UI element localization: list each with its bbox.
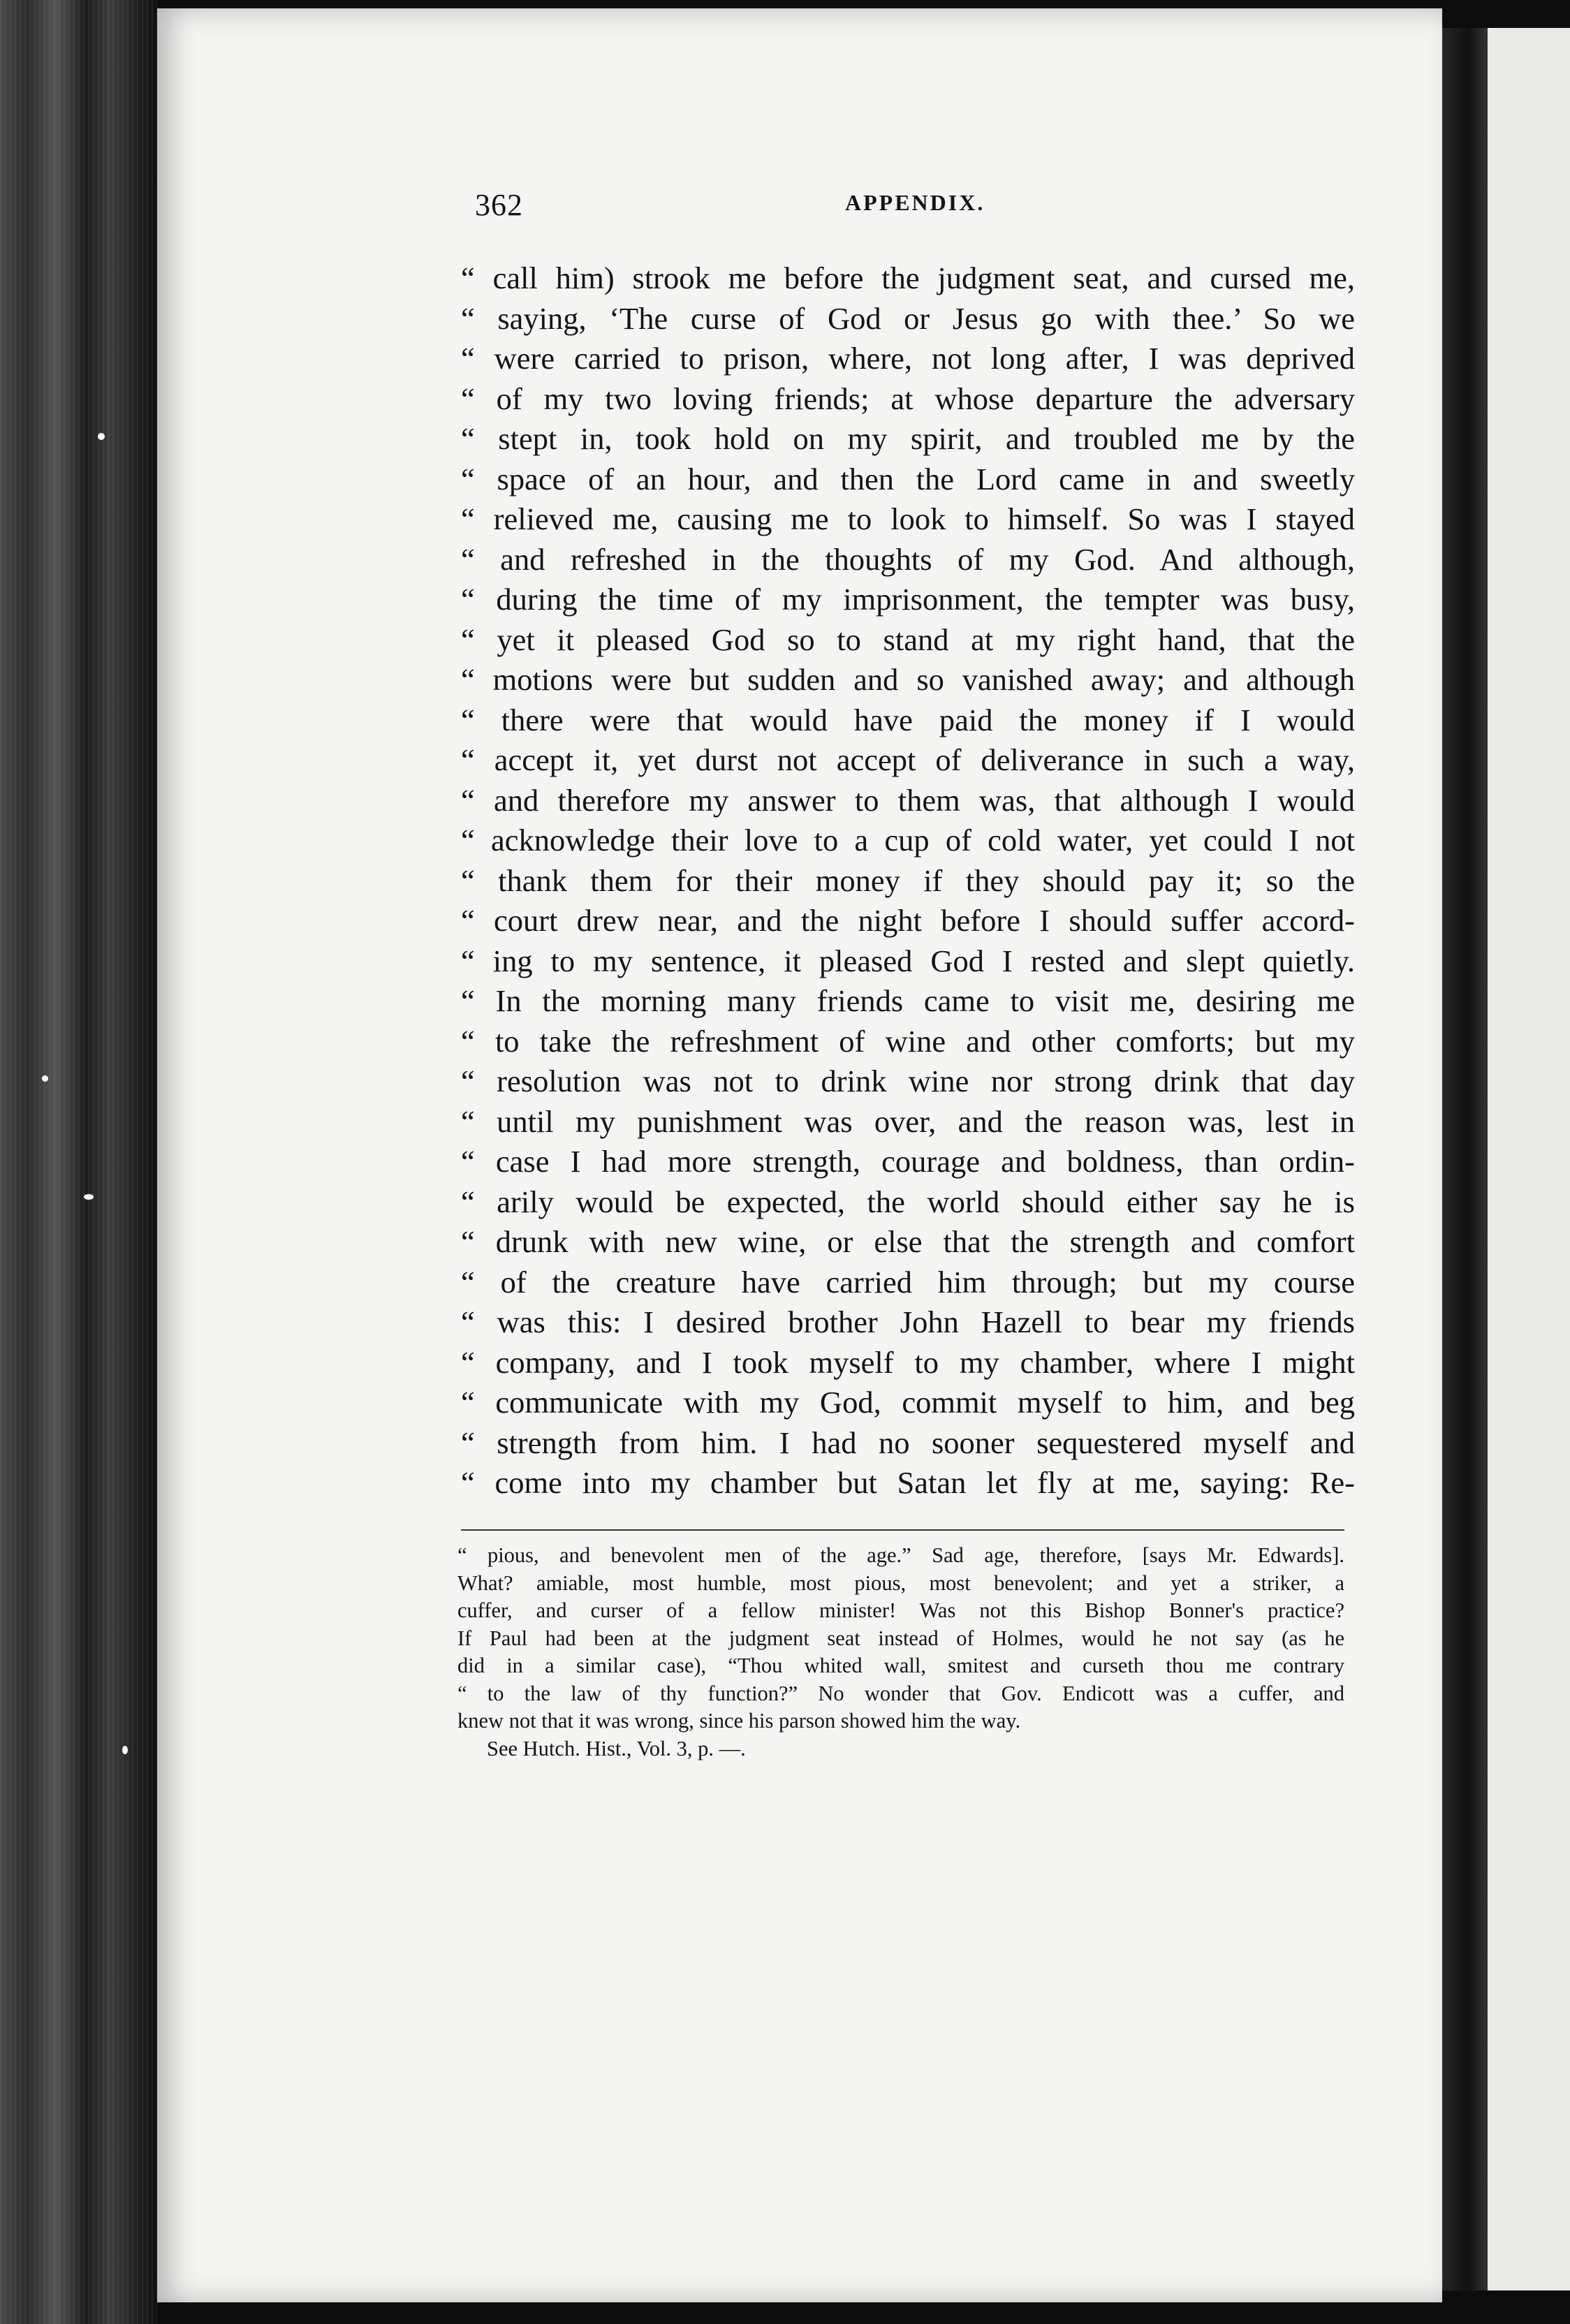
text-line: “ relieved me, causing me to look to himself. So was I stayed	[461, 501, 1355, 536]
text-line: “ saying, ‘The curse of God or Jesus go with thee.’ So we	[461, 300, 1355, 336]
text-line: “ motions were but sudden and so vanished away; and although	[461, 662, 1355, 697]
scan-speck	[84, 1194, 94, 1200]
footnote-line: “ to the law of thy function?” No wonder that Gov. Endicott was a cuffer, and	[457, 1681, 1344, 1705]
text-line: “ of the creature have carried him through; but my course	[461, 1264, 1355, 1300]
main-text-block	[461, 258, 1355, 1503]
text-line: “ during the time of my imprisonment, the tempter was busy,	[461, 582, 1355, 617]
footnote-rule	[461, 1529, 1344, 1531]
text-line: “ were carried to prison, where, not long after, I was deprived	[461, 341, 1355, 376]
text-line: “ resolution was not to drink wine nor strong drink that day	[461, 1064, 1355, 1098]
text-line: “ strength from him. I had no sooner sequestered myself and	[461, 1425, 1355, 1460]
footnote-line: “ pious, and benevolent men of the age.” Sad age, therefore, [says Mr. Edwards].	[457, 1543, 1344, 1567]
text-line: “ court drew near, and the night before I should suffer accord-	[461, 903, 1355, 938]
footnote-line: What? amiable, most humble, most pious, most benevolent; and yet a striker, a	[457, 1571, 1344, 1595]
text-line: “ of my two loving friends; at whose departure the adversary	[461, 381, 1355, 416]
text-line: “ there were that would have paid the money if I would	[461, 702, 1355, 737]
footnote-line: did in a similar case), “Thou whited wall, smitest and curseth thou me contrary	[457, 1654, 1344, 1677]
text-line: “ until my punishment was over, and the reason was, lest in	[461, 1103, 1355, 1139]
text-line: “ company, and I took myself to my chamber, where I might	[461, 1344, 1355, 1380]
book-gutter-shadow	[1439, 28, 1488, 2290]
scan-speck	[42, 1075, 48, 1082]
text-line: “ was this: I desired brother John Hazell to bear my friends	[461, 1304, 1355, 1339]
scan-speck	[122, 1746, 128, 1754]
text-line: “ yet it pleased God so to stand at my right hand, that the	[461, 622, 1355, 657]
text-line: “ space of an hour, and then the Lord came in and sweetly	[461, 461, 1355, 497]
text-line: “ call him) strook me before the judgment seat, and cursed me,	[461, 260, 1355, 295]
text-line: “ acknowledge their love to a cup of cold water, yet could I not	[461, 823, 1355, 858]
text-line: “ drunk with new wine, or else that the strength and comfort	[461, 1224, 1355, 1259]
text-line: “ ing to my sentence, it pleased God I rested and slept quietly.	[461, 943, 1355, 978]
running-head	[475, 187, 1355, 236]
page-number: 362	[475, 188, 523, 222]
scan-speck	[98, 433, 105, 440]
text-line: “ come into my chamber but Satan let fly at me, saying: Re-	[461, 1465, 1355, 1500]
text-line: “ accept it, yet durst not accept of deliverance in such a way,	[461, 742, 1355, 777]
text-line: “ and refreshed in the thoughts of my God. And although,	[461, 541, 1355, 577]
text-line: “ to take the refreshment of wine and other comforts; but my	[461, 1023, 1355, 1059]
text-line: “ case I had more strength, courage and boldness, than ordin-	[461, 1144, 1355, 1179]
footnote-line: If Paul had been at the judgment seat instead of Holmes, would he not say (as he	[457, 1626, 1344, 1650]
text-line: “ communicate with my God, commit myself to him, and beg	[461, 1385, 1355, 1420]
facing-page-edge	[1488, 28, 1570, 2290]
footnote-line: See Hutch. Hist., Vol. 3, p. —.	[487, 1736, 746, 1760]
running-title: APPENDIX.	[845, 190, 985, 215]
text-line: “ arily would be expected, the world should either say he is	[461, 1184, 1355, 1219]
footnote-block	[457, 1542, 1344, 1763]
text-line: “ and therefore my answer to them was, that although I would	[461, 782, 1355, 818]
text-line: “ In the morning many friends came to visit me, desiring me	[461, 983, 1355, 1018]
text-line: “ thank them for their money if they should pay it; so the	[461, 862, 1355, 898]
footnote-line: knew not that it was wrong, since his parson showed him the way.	[457, 1709, 1021, 1733]
page-edges-texture	[0, 0, 157, 2324]
text-line: “ stept in, took hold on my spirit, and troubled me by the	[461, 421, 1355, 456]
footnote-line: cuffer, and curser of a fellow minister! Was not this Bishop Bonner's practice?	[457, 1598, 1344, 1622]
